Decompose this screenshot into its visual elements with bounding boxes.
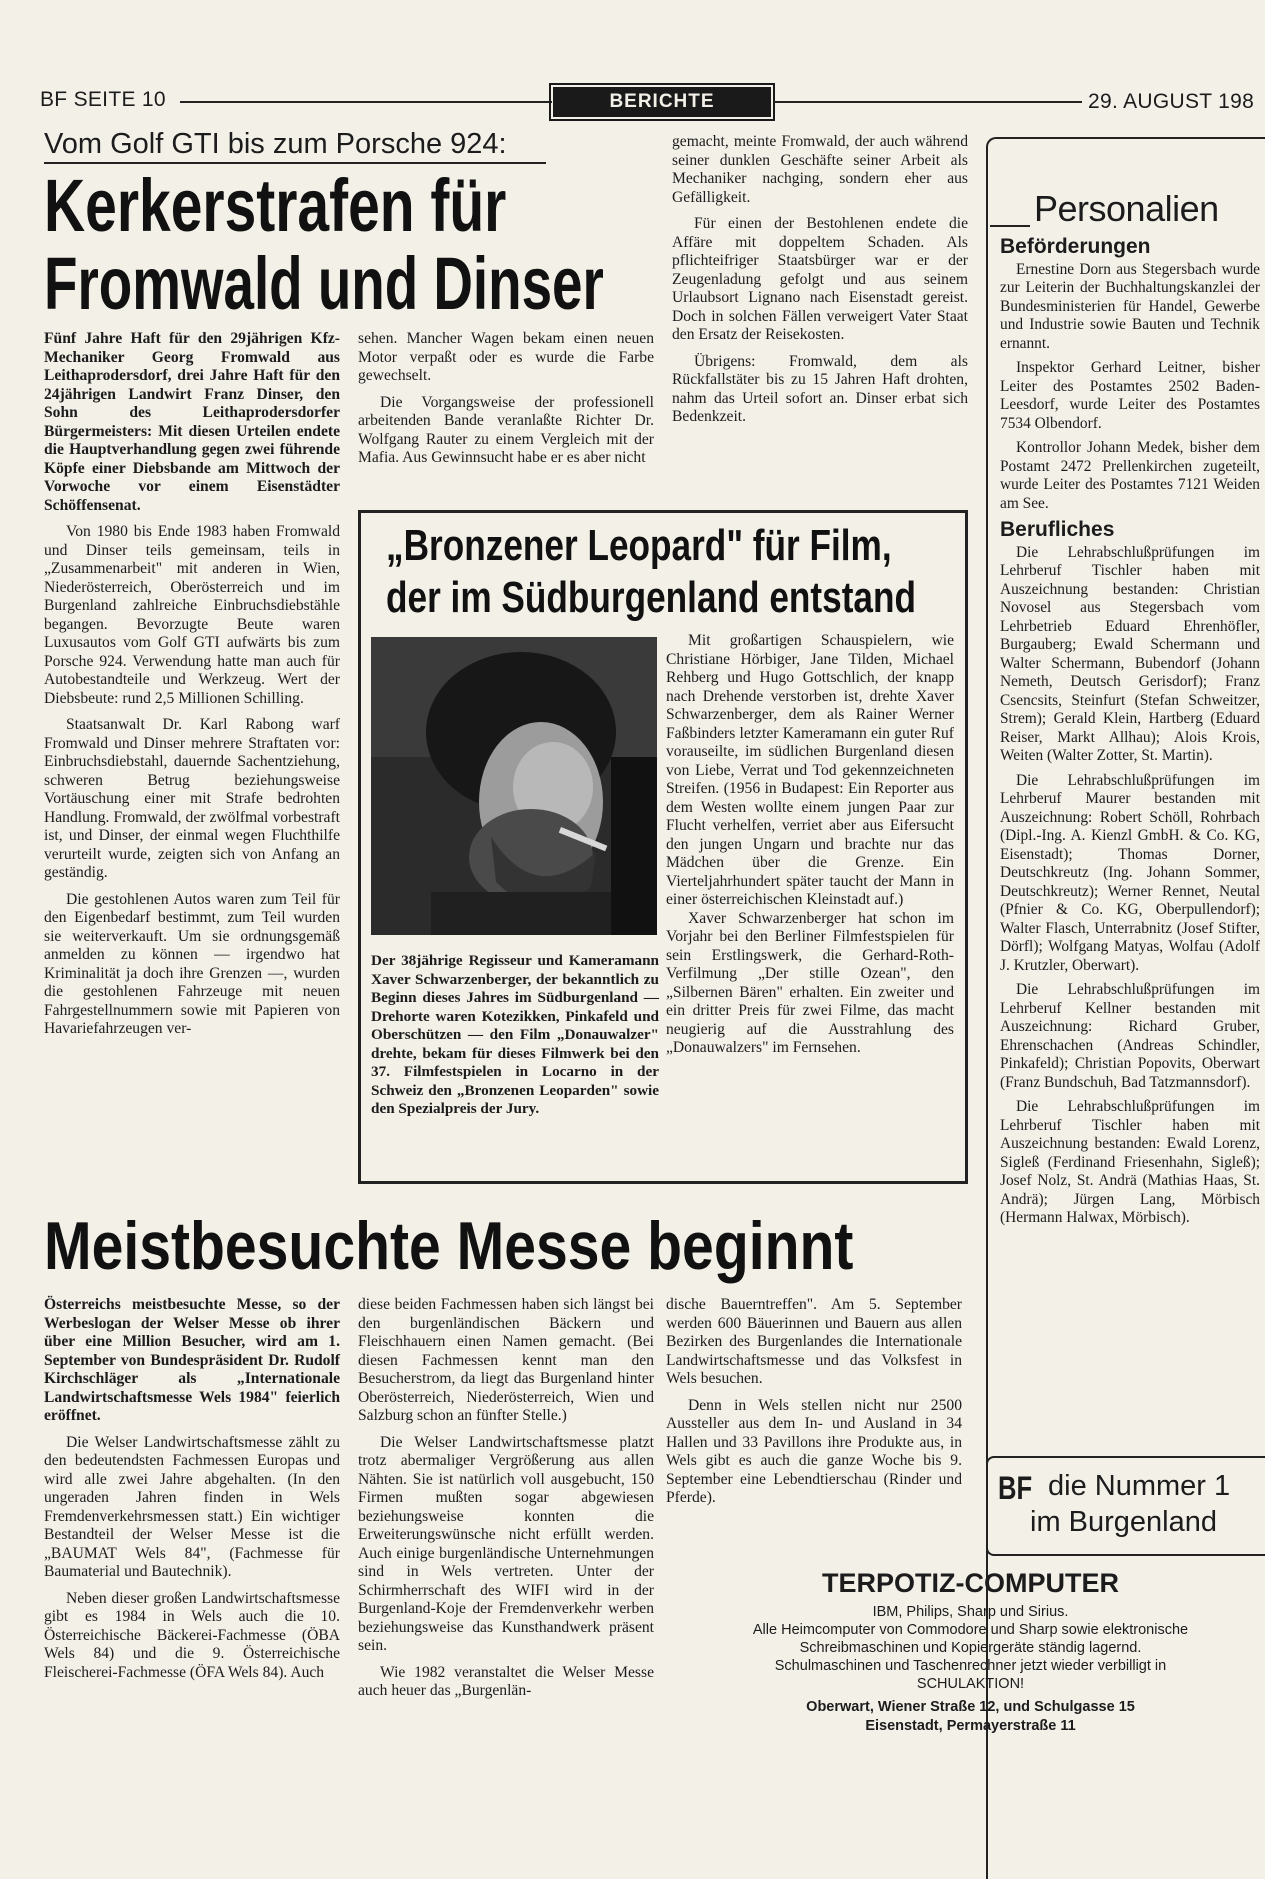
personalien-title: Personalien — [1034, 188, 1219, 229]
article2-p2: Xaver Schwarzenberger hat schon im Vorjahr bei den Berliner Filmfestspielen für sein Erstlingswerk, die Gerhard-Roth-Verfilmung „Der stille Ozean", den „Silbernen Bären" erhalten. Ein zweiter und ein dritter Preis für zwei Filme, das macht neugierig auf die Ausstrahlung des „Donauwalzers" im Fernsehen. — [666, 909, 954, 1056]
ad-line-5: SCHULAKTION! — [916, 1676, 1025, 1692]
personalien-p7: Die Lehrabschlußprüfungen im Lehrberuf Tischler haben mit Auszeichnung bestanden: Ewald Lorenz, Sigleß (Ferdinand Friesenhahn, Sigleß); Josef Nolz, St. Andrä (Mathias Haas, St. Andrä); Jürgen Lang, Mörbisch (Hermann Halwax, Mörbisch). — [1000, 1098, 1260, 1226]
article1-col3-p3: Übrigens: Fromwald, dem als Rückfallstäter bis zu 15 Jahren Haft drohten, nahm das Urteil sofort an. Dinser erbat sich Bedenkzeit. — [672, 352, 968, 425]
portrait-illustration — [371, 637, 657, 935]
page-number: BF SEITE 10 — [40, 88, 166, 111]
article3-c2-p3: Wie 1982 veranstaltet die Welser Messe auch heuer das „Burgenlän- — [358, 1663, 654, 1699]
bf-promo-box — [986, 1456, 1265, 1556]
article3-col2 — [358, 1296, 654, 1709]
ad-line-3: Schreibmaschinen und Kopiergeräte ständig lagernd. — [799, 1640, 1142, 1656]
article1-kicker: Vom Golf GTI bis zum Porsche 924: — [44, 128, 507, 160]
article1-col2 — [358, 330, 654, 476]
article1-col3 — [672, 133, 968, 435]
personalien-p3: Kontrollor Johann Medek, bisher dem Postamt 2472 Prellenkirchen zugeteilt, wurde Leiter des Postamtes 7121 Weiden am See. — [1000, 439, 1260, 512]
article3-c3-p2: Denn in Wels stellen nicht nur 2500 Aussteller aus dem In- und Ausland in 34 Hallen und 33 Pavillons ihre Produkte aus, in Wels gibt es auch die ganze Woche bis 9. September eine Lebendtierschau (Rinder und Pferde). — [666, 1396, 962, 1506]
computer-advertisement — [676, 1562, 1265, 1734]
article3-c2-p2: Die Welser Landwirtschaftsmesse platzt trotz abermaliger Vergrößerung aus allen Nähten. Sie ist natürlich voll ausgebucht, 150 Firmen mußten sogar abgewiesen beziehungsweise konnten die Erweiterungswünsche nicht erfüllt werden. Auch einige burgenländische Unternehmungen sind in Wels vertreten. Unter der Schirmherrschaft des WIFI wird in der Burgenland-Koje der Fremdenverkehr werben beziehungsweise das Kunsthandwerk präsent sein. — [358, 1433, 654, 1654]
article3-c3-p1: dische Bauerntreffen". Am 5. September werden 600 Bäuerinnen und Bauern aus allen Bezirken des Burgenlandes die Internationale Landwirtschaftsmesse und das Volksfest in Wels besuchen. — [666, 1296, 962, 1387]
article3-headline: Meistbesuchte Messe beginnt — [44, 1208, 854, 1284]
article1-headline-1: Kerkerstrafen für — [44, 164, 507, 247]
ad-line-1: IBM, Philips, Sharp und Sirius. — [872, 1604, 1069, 1620]
article3-c2-p1: diese beiden Fachmessen haben sich längst bei den burgenländischen Bäckern und Fleischhauern einen Namen gemacht. (Bei diesen Fachmessen kennt man den Besucherstrom, da liegt das Burgenland hinter Oberösterreich, Niederösterreich, Wien und Salzburg schon an fünfter Stelle.) — [358, 1296, 654, 1424]
ad-line-2: Alle Heimcomputer von Commodore und Sharp sowie elektronische — [752, 1622, 1189, 1638]
ad-line-7: Eisenstadt, Permayerstraße 11 — [865, 1718, 1076, 1734]
bf-tagline-1: die Nummer 1 — [1048, 1470, 1231, 1502]
article1-col3-p2: Für einen der Bestohlenen endete die Affäre mit doppeltem Schaden. Als pflichteifriger Staatsbürger war er der Zeugenladung gefolgt und aus seinem Urlaubsort Lignano nach Eisenstadt gereist. Doch in solchen Fällen verweigert Vater Staat den Ersatz der Reisekosten. — [672, 215, 968, 343]
article3-col3 — [666, 1296, 962, 1516]
article3-lead: Österreichs meistbesuchte Messe, so der Werbeslogan der Welser Messe ob ihrer über eine Million Besucher, wird am 1. September von Bundespräsident Dr. Rudolf Kirchschläger als „Internationale Landwirtschaftsmesse Wels 1984" feierlich eröffnet. — [44, 1296, 340, 1424]
personalien-content — [1000, 236, 1260, 1234]
section-tag — [553, 87, 771, 117]
ad-title: TERPOTIZ-COMPUTER — [822, 1568, 1119, 1598]
article2-headline-2: der im Südburgenland entstand — [386, 573, 916, 622]
ad-line-4: Schulmaschinen und Taschenrechner jetzt wieder verbilligt in — [774, 1658, 1167, 1674]
personalien-heading-berufliches: Berufliches — [1000, 518, 1115, 541]
article1-col1 — [44, 330, 340, 1047]
personalien-p4: Die Lehrabschlußprüfungen im Lehrberuf Tischler haben mit Auszeichnung bestanden: Christian Novosel aus Stegersbach vom Lehrbetrieb Eduard Ehrenhöfler, Burgauberg; Ewald Schermann und Walter Schermann, Bubendorf (Johann Nemeth, Deutsch Gerisdorf); Franz Csencsits, Steinfurt (Stefan Schweitzer, Strem); Gerald Klein, Hartberg (Eduard Reiser, Markt Allhau); Alois Krois, Weiten (Walter Zotter, St. Martin). — [1000, 543, 1260, 764]
personalien-p5: Die Lehrabschlußprüfungen im Lehrberuf Maurer bestanden mit Auszeichnung: Robert Schöll, Rohrbach (Dipl.-Ing. A. Kienzl GmbH. & Co. KG, Eisenstadt); Thomas Dorner, Deutschkreutz (Ing. Johann Sommer, Deutschkreutz); Werner Rennet, Neutal (Pfnier & Co. KG, Oberpullendorf); Walter Flasch, Unterrabnitz (Josef Stifter, Dörfl); Wolfgang Matyas, Wolfau (Adolf J. Krutzler, Oberwart). — [1000, 771, 1260, 974]
article1-lead: Fünf Jahre Haft für den 29jährigen Kfz-Mechaniker Georg Fromwald aus Leithaprodersdorf, drei Jahre Haft für den 24jährigen Landwirt Franz Dinser, den Sohn des Leithaprodersdorfer Bürgermeisters: Mit diesen Urteilen endete die Hauptverhandlung gegen zwei führende Köpfe einer Diebsbande am Mittwoch der Vorwoche vor einem Eisenstädter Schöffensenat. — [44, 330, 340, 514]
article2-p1: Mit großartigen Schauspielern, wie Christiane Hörbiger, Jane Tilden, Michael Rehberg und Hugo Gottschlich, der knapp nach Drehende verstorben ist, drehte Xaver Schwarzenberger, dem als Rainer Werner Faßbinders letzter Kameramann ein guter Ruf vorauseilte, im südlichen Burgenland diesen von Liebe, Verrat und Tod gekennzeichneten Streifen. (1956 in Budapest: Ein Reporter aus dem Westen wollte einem jungen Paar zur Flucht verhelfen, verriet aber aus Eifersucht den jungen Ungarn und brachte nur das Mädchen über die Grenze. Ein Vierteljahrhundert später taucht der Mann in einer österreichischen Kleinstadt auf.) — [666, 632, 954, 908]
personalien-p1: Ernestine Dorn aus Stegersbach wurde zur Leiterin der Buchhaltungskanzlei der Bundesministerien für Handel, Gewerbe und Industrie sowie Bauten und Technik ernannt. — [1000, 260, 1260, 352]
article3-col1 — [44, 1296, 340, 1690]
personalien-heading-befoerderungen: Beförderungen — [1000, 235, 1151, 258]
article1-p1: Von 1980 bis Ende 1983 haben Fromwald und Dinser teils gemeinsam, teils in „Zusammenarbeit" mit anderen in Wien, Niederösterreich, Oberösterreich und im Burgenland zahlreiche Einbruchsdiebstähle begangen. Bevorzugte Beute waren Luxusautos vom Golf GTI aufwärts bis zum Porsche 924. Verwendung hatte man auch für Autobestandteile und Werkzeug. Wert der Diebsbeute: rund 2,5 Millionen Schilling. — [44, 523, 340, 707]
bf-tagline-2: im Burgenland — [1030, 1506, 1217, 1538]
ad-line-6: Oberwart, Wiener Straße 12, und Schulgasse 15 — [806, 1699, 1135, 1715]
article1-p3: Die gestohlenen Autos waren zum Teil für den Eigenbedarf bestimmt, zum Teil wurden sie weiterverkauft. Um sie ordnungsgemäß anmelden zu können — irgendwo hat Kriminalität ja doch ihre Grenzen —, wurden die gestohlenen Fahrzeuge mit neuen Fahrgestellnummern sowie mit Papieren von Havariefahrzeugen ver- — [44, 890, 340, 1037]
article3-c1-p2: Neben dieser großen Landwirtschaftsmesse gibt es 1984 in Wels auch die 10. Österreichische Bäckerei-Fachmesse (ÖBA Wels 84) und die 9. Österreichische Fleischerei-Fachmesse (ÖFA Wels 84). Auch — [44, 1589, 340, 1681]
article1-col2-p1: sehen. Mancher Wagen bekam einen neuen Motor verpaßt oder es wurde die Farbe gewechselt. — [358, 330, 654, 384]
article1-headline-2: Fromwald und Dinser — [44, 242, 604, 325]
article1-col2-p2: Die Vorgangsweise der professionell arbeitenden Bande veranlaßte Richter Dr. Wolfgang Rauter zu einem Vergleich mit der Mafia. Aus Gewinnsucht habe er es aber nicht — [358, 393, 654, 466]
header-rule-right — [774, 101, 1082, 103]
article2-headline-1: „Bronzener Leopard" für Film, — [386, 521, 892, 570]
article2-caption: Der 38jährige Regisseur und Kameramann Xaver Schwarzenberger, der bekanntlich zu Beginn dieses Jahres im Südburgenland — Drehorte waren Kotezikken, Pinkafeld und Oberschützen — den Film „Donauwalzer" drehte, bekam für dieses Filmwerk bei den 37. Filmfestspielen in Locarno in der Schweiz den „Bronzenen Leoparden" sowie den Spezialpreis der Jury. — [371, 952, 659, 1117]
personalien-title-rule — [990, 225, 1030, 227]
article1-col3-p1: gemacht, meinte Fromwald, der auch während seiner dunklen Geschäfte seiner Arbeit als Mechaniker nachging, sondern eher aus Gefälligkeit. — [672, 133, 968, 206]
issue-date: 29. AUGUST 198 — [1088, 90, 1255, 113]
bf-logo: BF — [998, 1470, 1033, 1506]
article3-c1-p1: Die Welser Landwirtschaftsmesse zählt zu den bedeutendsten Fachmessen Europas und wird alle zwei Jahre abgehalten. (In den ungeraden Jahren finden in Wels Fremdenverkehrsmessen statt.) Ein wichtiger Bestandteil der Welser Messe ist die „BAUMAT Wels 84", (Fachmesse für Baumaterial und Bautechnik). — [44, 1433, 340, 1580]
personalien-p6: Die Lehrabschlußprüfungen im Lehrberuf Kellner bestanden mit Auszeichnung: Richard Gruber, Ehrenschachen (Andreas Schindler, Pinkafeld); Christian Popovits, Oberwart (Franz Bundschuh, Bad Tatzmannsdorf). — [1000, 981, 1260, 1091]
header-rule-left — [180, 101, 552, 103]
article1-p2: Staatsanwalt Dr. Karl Rabong warf Fromwald und Dinser mehrere Straftaten vor: Einbruchsdiebstahl, dauernde Sachentziehung, schweren Betrug beziehungsweise Vortäuschung einer mit Strafe bedrohten Handlung. Fromwald, der zwölfmal vorbestraft ist, und Dinser, der einmal wegen Fluchthilfe verurteilt wurde, zeigten sich von Anfang an geständig. — [44, 716, 340, 881]
section-tag-label: BERICHTE — [609, 91, 715, 112]
personalien-p2: Inspektor Gerhard Leitner, bisher Leiter des Postamtes 2502 Baden-Leesdorf, wurde Leiter des Postamtes 7534 Olbendorf. — [1000, 359, 1260, 432]
film-director-photo — [371, 637, 657, 935]
article2-col2 — [666, 632, 954, 1066]
